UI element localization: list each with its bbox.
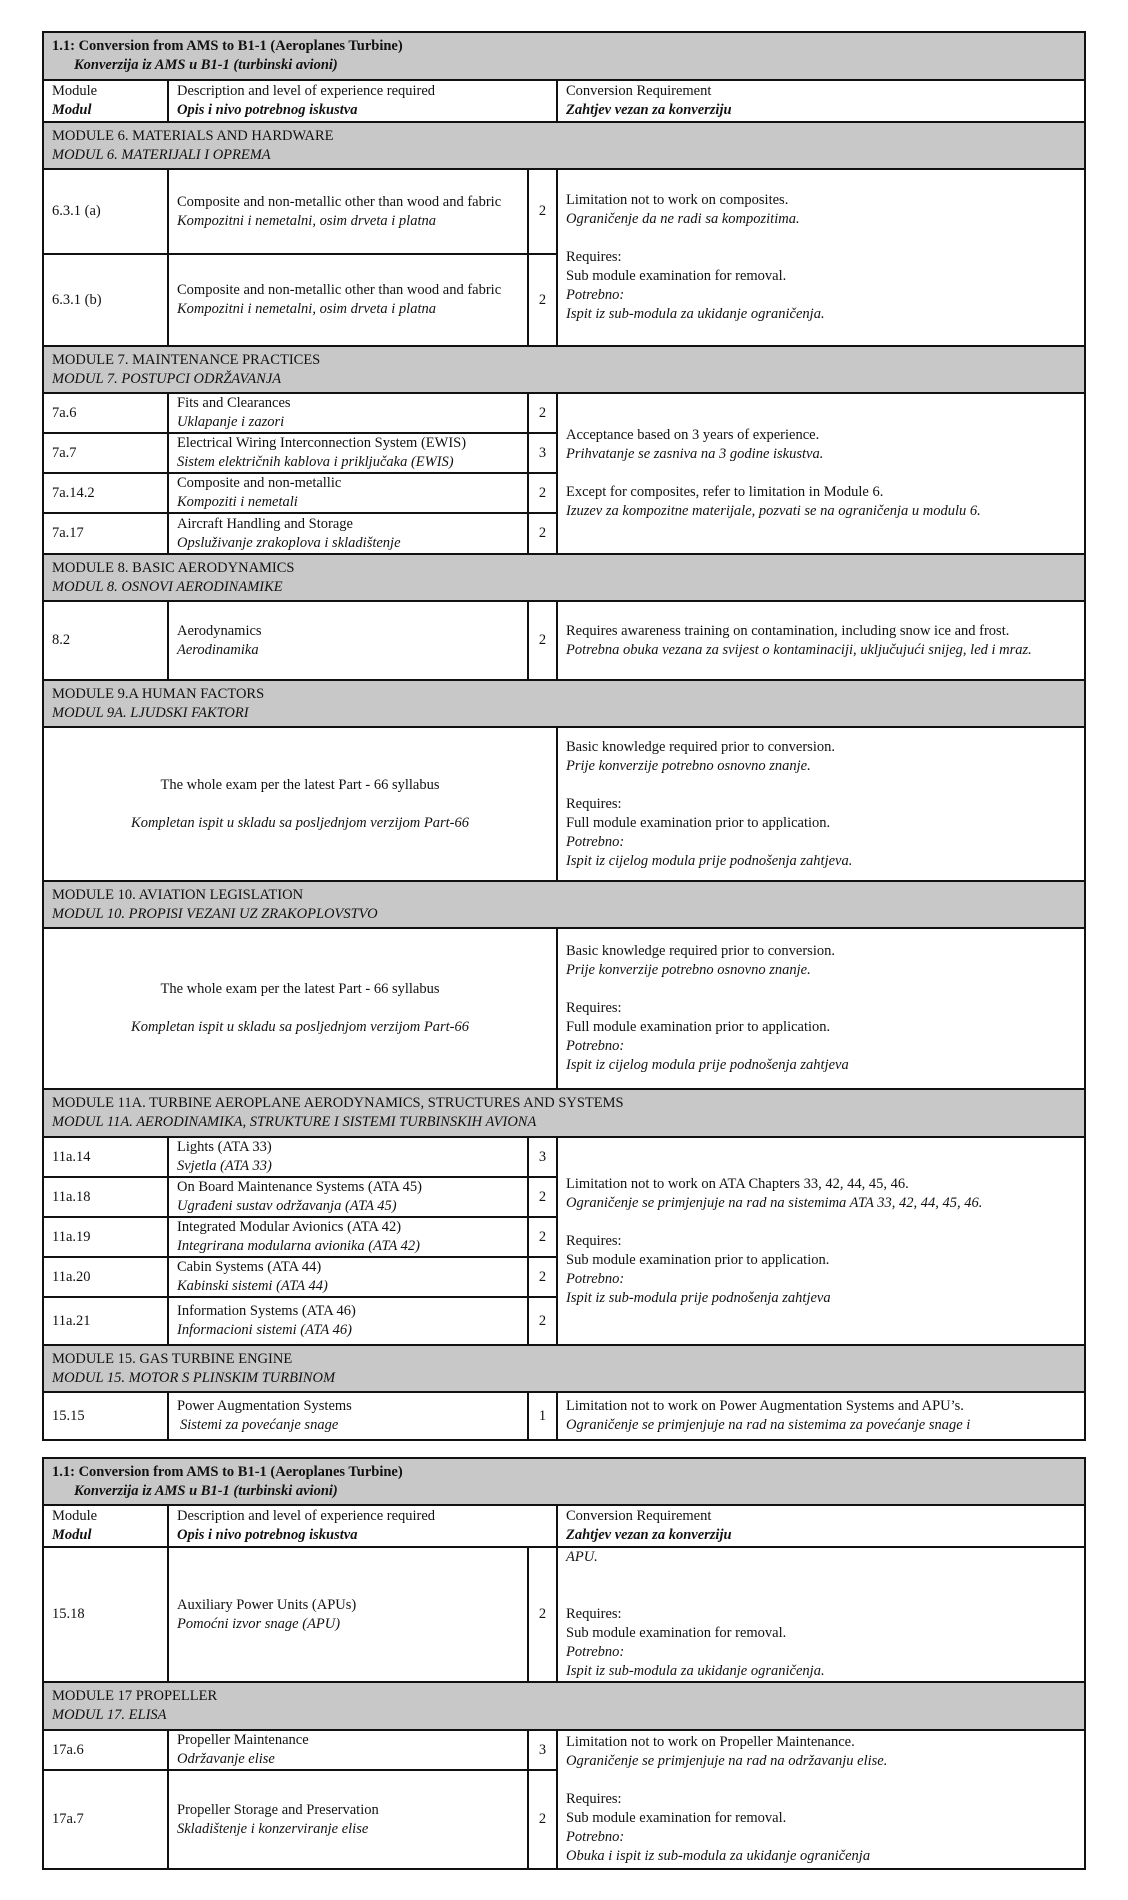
- table-row: [43, 601, 1085, 680]
- description: The whole exam per the latest Part - 66 syllabus Kompletan ispit u skladu sa posljednjom verzijom Part-66: [43, 727, 557, 881]
- header-requirement: Conversion Requirement Zahtjev vezan za konverziju: [557, 1505, 1085, 1547]
- header-description: Description and level of experience required Opis i nivo potrebnog iskustva: [168, 80, 557, 122]
- column-header-row: [43, 80, 1085, 122]
- title-local: Konverzija iz AMS u B1-1 (turbinski avioni): [74, 1482, 338, 1499]
- conversion-requirement: Acceptance based on 3 years of experience. Prihvatanje se zasniva na 3 godine iskustva. Except for composites, refer to limitation in Module 6. Izuzev za kompozitne materijale, pozvati se na ograničenja u modulu 6.: [557, 393, 1085, 554]
- level: 1: [528, 1392, 557, 1440]
- module-heading-15: MODULE 15. GAS TURBINE ENGINE MODUL 15. MOTOR S PLINSKIM TURBINOM: [43, 1345, 1085, 1392]
- level: 2: [528, 1217, 557, 1257]
- description: Aerodynamics Aerodinamika: [168, 601, 528, 680]
- table-title: [43, 1458, 1085, 1505]
- level: 2: [528, 169, 557, 254]
- level: 2: [528, 473, 557, 513]
- conversion-requirement: Requires awareness training on contamination, including snow ice and frost. Potrebna obuka vezana za svijest o kontaminaciji, uključujući snijeg, led i mraz.: [557, 601, 1085, 680]
- description: Propeller Storage and Preservation Skladištenje i konzerviranje elise: [168, 1770, 528, 1869]
- table-row: [43, 1547, 1085, 1682]
- module-code: 8.2: [43, 601, 168, 680]
- table-row: [43, 393, 1085, 433]
- level: 2: [528, 1257, 557, 1297]
- module-code: 7a.17: [43, 513, 168, 554]
- module-heading-7: MODULE 7. MAINTENANCE PRACTICES MODUL 7. POSTUPCI ODRŽAVANJA: [43, 346, 1085, 393]
- description: Auxiliary Power Units (APUs) Pomoćni izvor snage (APU): [168, 1547, 528, 1682]
- header-module: Module Modul: [43, 80, 168, 122]
- level: 2: [528, 1770, 557, 1869]
- level: 3: [528, 1730, 557, 1770]
- description: Composite and non-metallic other than wood and fabric Kompozitni i nemetalni, osim drveta i platna: [168, 254, 528, 346]
- conversion-requirement: Limitation not to work on Propeller Maintenance. Ograničenje se primjenjuje na rad na održavanju elise. Requires: Sub module examination for removal. Potrebno: Obuka i ispit iz sub-modula za ukidanje ograničenja: [557, 1730, 1085, 1869]
- description: Integrated Modular Avionics (ATA 42) Integrirana modularna avionika (ATA 42): [168, 1217, 528, 1257]
- conversion-requirement: Limitation not to work on Power Augmentation Systems and APU’s. Ograničenje se primjenjuje na rad na sistemima za povećanje snage i: [557, 1392, 1085, 1440]
- level: 2: [528, 254, 557, 346]
- module-heading-11a: MODULE 11A. TURBINE AEROPLANE AERODYNAMICS, STRUCTURES AND SYSTEMS MODUL 11A. AERODINAMIKA, STRUKTURE I SISTEMI TURBINSKIH AVIONA: [43, 1089, 1085, 1137]
- description: Fits and Clearances Uklapanje i zazori: [168, 393, 528, 433]
- table-row: [43, 1137, 1085, 1177]
- description: Composite and non-metallic Kompoziti i nemetali: [168, 473, 528, 513]
- module-code: 17a.7: [43, 1770, 168, 1869]
- conversion-table-2: [42, 1457, 1086, 1870]
- module-code: 15.15: [43, 1392, 168, 1440]
- module-code: 11a.19: [43, 1217, 168, 1257]
- header-requirement: Conversion Requirement Zahtjev vezan za konverziju: [557, 80, 1085, 122]
- module-code: 11a.14: [43, 1137, 168, 1177]
- conversion-requirement: Basic knowledge required prior to conversion. Prije konverzije potrebno osnovno znanje. Requires: Full module examination prior to application. Potrebno: Ispit iz cijelog modula prije podnošenja zahtjeva.: [557, 727, 1085, 881]
- module-code: 17a.6: [43, 1730, 168, 1770]
- description: Cabin Systems (ATA 44) Kabinski sistemi (ATA 44): [168, 1257, 528, 1297]
- level: 2: [528, 513, 557, 554]
- table-title: [43, 32, 1085, 80]
- level: 2: [528, 1177, 557, 1217]
- module-code: 6.3.1 (a): [43, 169, 168, 254]
- table-row: [43, 1730, 1085, 1770]
- table-row: [43, 1392, 1085, 1440]
- table-row: [43, 928, 1085, 1089]
- title-en: 1.1: Conversion from AMS to B1-1 (Aeroplanes Turbine): [52, 38, 403, 54]
- table-row: [43, 169, 1085, 254]
- module-code: 7a.6: [43, 393, 168, 433]
- module-heading-17: MODULE 17 PROPELLER MODUL 17. ELISA: [43, 1682, 1085, 1730]
- description: Composite and non-metallic other than wood and fabric Kompozitni i nemetalni, osim drveta i platna: [168, 169, 528, 254]
- conversion-requirement: Basic knowledge required prior to conversion. Prije konverzije potrebno osnovno znanje. Requires: Full module examination prior to application. Potrebno: Ispit iz cijelog modula prije podnošenja zahtjeva: [557, 928, 1085, 1089]
- module-code: 7a.7: [43, 433, 168, 473]
- level: 2: [528, 1297, 557, 1345]
- module-heading-6: MODULE 6. MATERIALS AND HARDWARE MODUL 6. MATERIJALI I OPREMA: [43, 122, 1085, 169]
- title-local: Konverzija iz AMS u B1-1 (turbinski avioni): [74, 57, 338, 73]
- module-heading-9a: MODULE 9.A HUMAN FACTORS MODUL 9A. LJUDSKI FAKTORI: [43, 680, 1085, 727]
- module-code: 15.18: [43, 1547, 168, 1682]
- description: On Board Maintenance Systems (ATA 45) Ugrađeni sustav održavanja (ATA 45): [168, 1177, 528, 1217]
- description: Information Systems (ATA 46) Informacioni sistemi (ATA 46): [168, 1297, 528, 1345]
- header-description: Description and level of experience required Opis i nivo potrebnog iskustva: [168, 1505, 557, 1547]
- module-code: 11a.21: [43, 1297, 168, 1345]
- description: Lights (ATA 33) Svjetla (ATA 33): [168, 1137, 528, 1177]
- module-heading-8: MODULE 8. BASIC AERODYNAMICS MODUL 8. OSNOVI AERODINAMIKE: [43, 554, 1085, 601]
- column-header-row: [43, 1505, 1085, 1547]
- conversion-table-1: [42, 31, 1086, 1441]
- level: 2: [528, 393, 557, 433]
- description: Power Augmentation Systems Sistemi za povećanje snage: [168, 1392, 528, 1440]
- description: Propeller Maintenance Održavanje elise: [168, 1730, 528, 1770]
- description: Electrical Wiring Interconnection System (EWIS) Sistem električnih kablova i priključaka (EWIS): [168, 433, 528, 473]
- level: 2: [528, 601, 557, 680]
- module-heading-10: MODULE 10. AVIATION LEGISLATION MODUL 10. PROPISI VEZANI UZ ZRAKOPLOVSTVO: [43, 881, 1085, 928]
- module-code: 7a.14.2: [43, 473, 168, 513]
- header-module: Module Modul: [43, 1505, 168, 1547]
- conversion-requirement: Limitation not to work on ATA Chapters 33, 42, 44, 45, 46. Ograničenje se primjenjuje na rad na sistemima ATA 33, 42, 44, 45, 46. Requires: Sub module examination prior to application. Potrebno: Ispit iz sub-modula prije podnošenja zahtjeva: [557, 1137, 1085, 1345]
- description: The whole exam per the latest Part - 66 syllabus Kompletan ispit u skladu sa posljednjom verzijom Part-66: [43, 928, 557, 1089]
- module-code: 11a.18: [43, 1177, 168, 1217]
- level: 3: [528, 1137, 557, 1177]
- module-code: 11a.20: [43, 1257, 168, 1297]
- description: Aircraft Handling and Storage Opsluživanje zrakoplova i skladištenje: [168, 513, 528, 554]
- conversion-requirement: APU. Requires: Sub module examination for removal. Potrebno: Ispit iz sub-modula za ukidanje ograničenja.: [557, 1547, 1085, 1682]
- level: 2: [528, 1547, 557, 1682]
- level: 3: [528, 433, 557, 473]
- table-row: [43, 727, 1085, 881]
- module-code: 6.3.1 (b): [43, 254, 168, 346]
- conversion-requirement: Limitation not to work on composites. Ograničenje da ne radi sa kompozitima. Requires: Sub module examination for removal. Potrebno: Ispit iz sub-modula za ukidanje ograničenja.: [557, 169, 1085, 346]
- title-en: 1.1: Conversion from AMS to B1-1 (Aeroplanes Turbine): [52, 1463, 403, 1480]
